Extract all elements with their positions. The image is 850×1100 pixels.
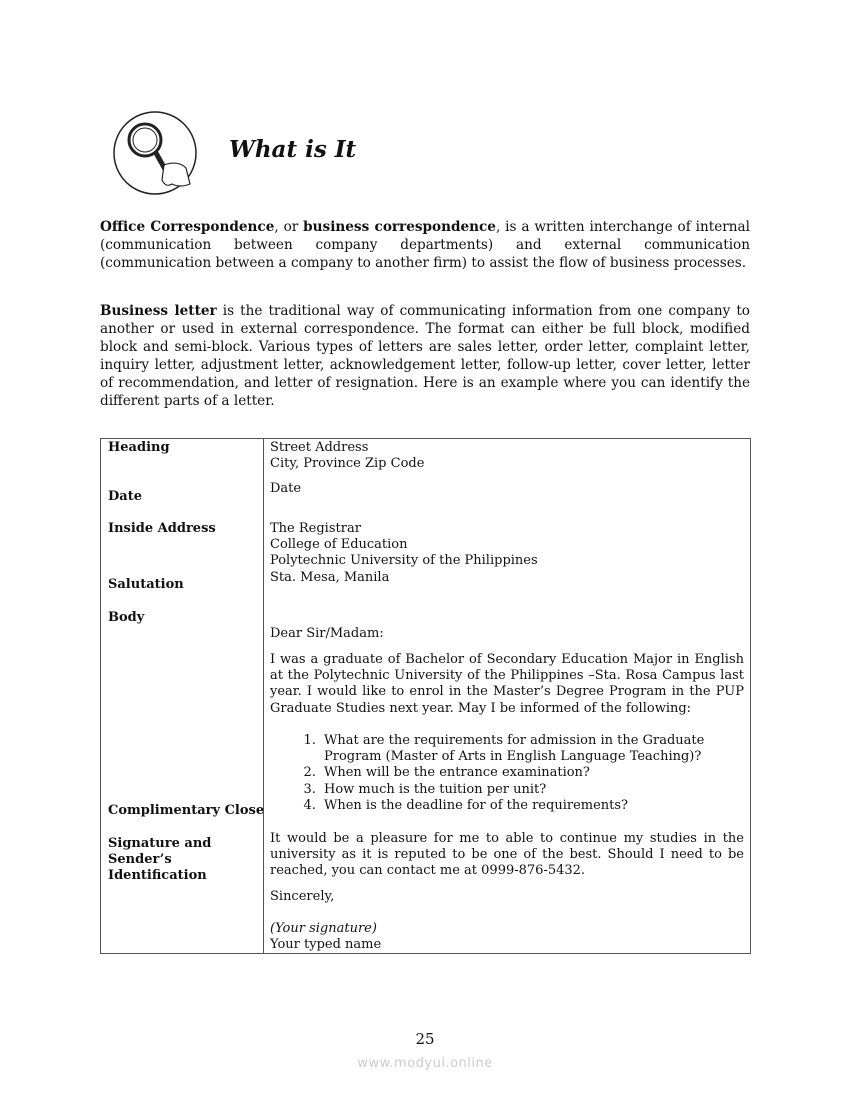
- label-inside-address: Inside Address: [108, 521, 216, 536]
- city-line: City, Province Zip Code: [270, 456, 425, 472]
- salutation-value: Dear Sir/Madam:: [270, 626, 384, 641]
- label-line: Sender’s: [108, 852, 172, 867]
- term-business-letter: Business letter: [100, 303, 217, 319]
- signature-value: [270, 921, 381, 953]
- text: , or: [274, 219, 304, 235]
- label-complimentary-close: Complimentary Close: [108, 803, 265, 818]
- address-line: The Registrar: [270, 521, 361, 536]
- address-line: Sta. Mesa, Manila: [270, 569, 390, 585]
- intro-paragraph-2: [100, 302, 750, 410]
- body-paragraph-2: It would be a pleasure for me to able to continue my studies in the university as it is reputed to be one of the best. Should I need to be reached, you can contact me at 0999-876-5432.: [270, 831, 744, 879]
- intro-paragraph-1: [100, 218, 750, 272]
- page-number: 25: [415, 1030, 435, 1048]
- complimentary-close-value: Sincerely,: [270, 889, 335, 904]
- questions-list: [270, 733, 744, 814]
- inside-address-value: [270, 521, 538, 586]
- signature-placeholder: (Your signature): [270, 921, 377, 936]
- question-item: 1. What are the requirements for admission in the Graduate Program (Master of Arts in English Language Teaching)?: [320, 733, 744, 765]
- term-office-correspondence: Office Correspondence: [100, 219, 275, 235]
- typed-name: Your typed name: [270, 937, 382, 953]
- text: is the traditional way of communicating information from one company to another or used in external correspondence. The format can either be full block, modified block and semi-block. Various types of letters are sales letter, order letter, complaint letter, inquiry letter, adjustment letter, acknowledgement letter, follow-up letter, cover letter, letter of recommendation, and letter of resignation. Here is an example where you can identify the different parts of a letter.: [100, 303, 750, 409]
- label-date: Date: [108, 489, 142, 504]
- text: , is a written interchange of internal (communication between company departments) and external communication (communication between a company to another firm) to assist the flow of business processes.: [100, 219, 750, 271]
- address-line: College of Education: [270, 537, 408, 553]
- term-business-correspondence: business correspondence: [303, 219, 496, 235]
- question-item: 4. When is the deadline for of the requirements?: [320, 798, 744, 814]
- heading-value: [270, 440, 424, 472]
- label-salutation: Salutation: [108, 577, 184, 592]
- magnifying-glass-icon: [112, 110, 198, 196]
- date-value: Date: [270, 481, 302, 496]
- label-signature: [108, 836, 211, 884]
- page-title: What is It: [229, 136, 357, 163]
- label-line: Signature and: [108, 836, 212, 851]
- question-item: 2. When will be the entrance examination?: [320, 765, 744, 781]
- letter-parts-table: [100, 438, 751, 954]
- address-line: Polytechnic University of the Philippines: [270, 553, 538, 569]
- watermark: www.modyul.online: [357, 1056, 493, 1071]
- column-divider: [263, 439, 264, 953]
- label-heading: Heading: [108, 440, 170, 455]
- body-paragraph-1: I was a graduate of Bachelor of Secondary Education Major in English at the Polytechnic University of the Philippines –Sta. Rosa Campus last year. I would like to enrol in the Master’s Degree Program in the PUP Graduate Studies next year. May I be informed of the following:: [270, 652, 744, 716]
- street-address: Street Address: [270, 440, 369, 455]
- question-item: 3. How much is the tuition per unit?: [320, 782, 744, 798]
- label-line: Identification: [108, 868, 207, 883]
- label-body: Body: [108, 610, 145, 625]
